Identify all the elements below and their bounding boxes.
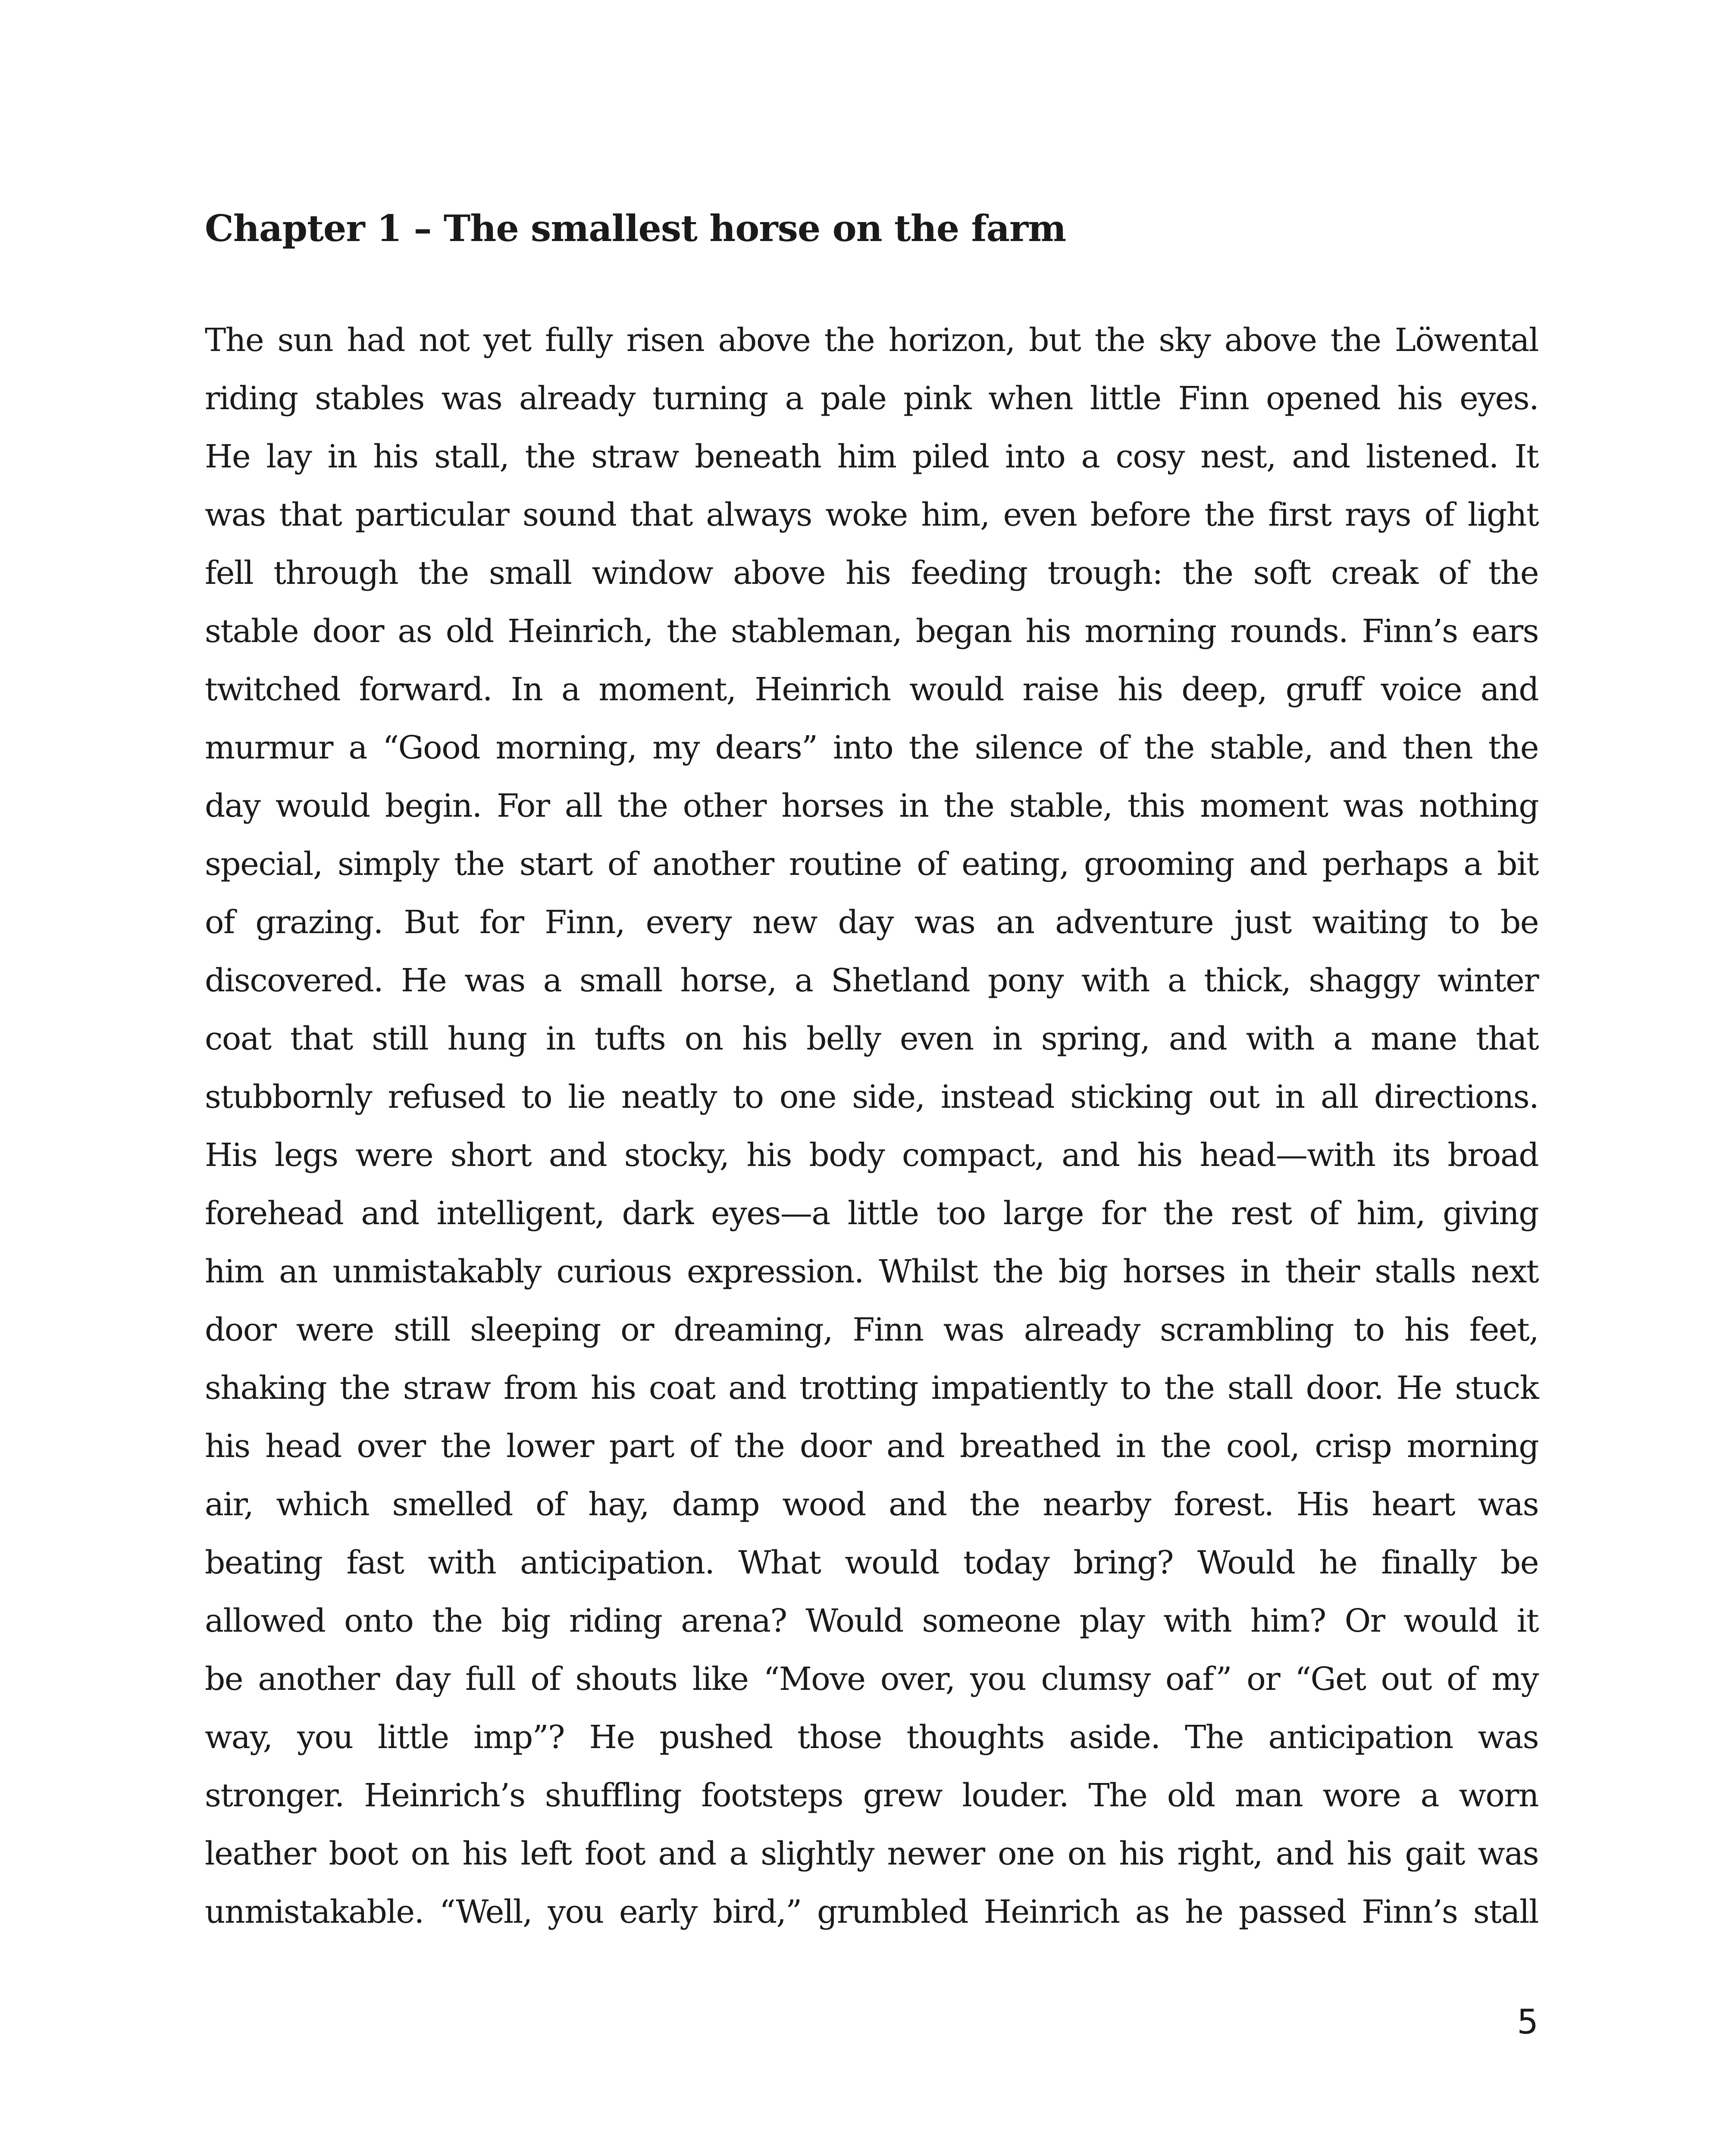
text-line: way, you little imp”? He pushed those thoughts aside. The anticipation was xyxy=(205,1719,1538,1756)
text-line: discovered. He was a small horse, a Shetland pony with a thick, shaggy winter xyxy=(205,962,1538,999)
text-line: special, simply the start of another routine of eating, grooming and perhaps a bit xyxy=(205,846,1538,883)
text-line: beating fast with anticipation. What would today bring? Would he finally be xyxy=(205,1544,1538,1581)
text-line: of grazing. But for Finn, every new day was an adventure just waiting to be xyxy=(205,904,1538,941)
text-line: leather boot on his left foot and a slightly newer one on his right, and his gait was xyxy=(205,1835,1538,1872)
text-line: murmur a “Good morning, my dears” into the silence of the stable, and then the xyxy=(205,729,1538,766)
text-line: allowed onto the big riding arena? Would someone play with him? Or would it xyxy=(205,1602,1538,1639)
text-line: be another day full of shouts like “Move over, you clumsy oaf” or “Get out of my xyxy=(205,1661,1538,1698)
text-line: him an unmistakably curious expression. Whilst the big horses in their stalls next xyxy=(205,1253,1538,1290)
text-line: stubbornly refused to lie neatly to one side, instead sticking out in all directions. xyxy=(205,1078,1538,1116)
text-line: fell through the small window above his feeding trough: the soft creak of the xyxy=(205,555,1538,592)
text-line: riding stables was already turning a pale pink when little Finn opened his eyes. xyxy=(205,380,1538,417)
chapter-title: Chapter 1 – The smallest horse on the farm xyxy=(205,207,1066,250)
text-line: The sun had not yet fully risen above the horizon, but the sky above the Löwental xyxy=(205,322,1538,359)
text-line: unmistakable. “Well, you early bird,” grumbled Heinrich as he passed Finn’s stall xyxy=(205,1893,1538,1930)
text-line: twitched forward. In a moment, Heinrich would raise his deep, gruff voice and xyxy=(205,671,1538,708)
text-line: air, which smelled of hay, damp wood and the nearby forest. His heart was xyxy=(205,1486,1538,1523)
text-line: stronger. Heinrich’s shuffling footsteps grew louder. The old man wore a worn xyxy=(205,1777,1538,1814)
text-line: was that particular sound that always woke him, even before the first rays of light xyxy=(205,496,1538,533)
text-line: shaking the straw from his coat and trotting impatiently to the stall door. He stuck xyxy=(205,1369,1538,1407)
text-line: forehead and intelligent, dark eyes—a little too large for the rest of him, giving xyxy=(205,1195,1538,1232)
page-number: 5 xyxy=(1517,2003,1538,2042)
text-line: door were still sleeping or dreaming, Finn was already scrambling to his feet, xyxy=(205,1311,1538,1348)
text-line: coat that still hung in tufts on his belly even in spring, and with a mane that xyxy=(205,1020,1538,1057)
text-line: his head over the lower part of the door and breathed in the cool, crisp morning xyxy=(205,1428,1538,1465)
chapter-body-text xyxy=(205,311,1538,1941)
text-line: He lay in his stall, the straw beneath him piled into a cosy nest, and listened. It xyxy=(205,438,1538,475)
text-line: stable door as old Heinrich, the stableman, began his morning rounds. Finn’s ears xyxy=(205,613,1538,650)
text-line: day would begin. For all the other horses in the stable, this moment was nothing xyxy=(205,787,1538,824)
text-line: His legs were short and stocky, his body compact, and his head—with its broad xyxy=(205,1137,1538,1174)
